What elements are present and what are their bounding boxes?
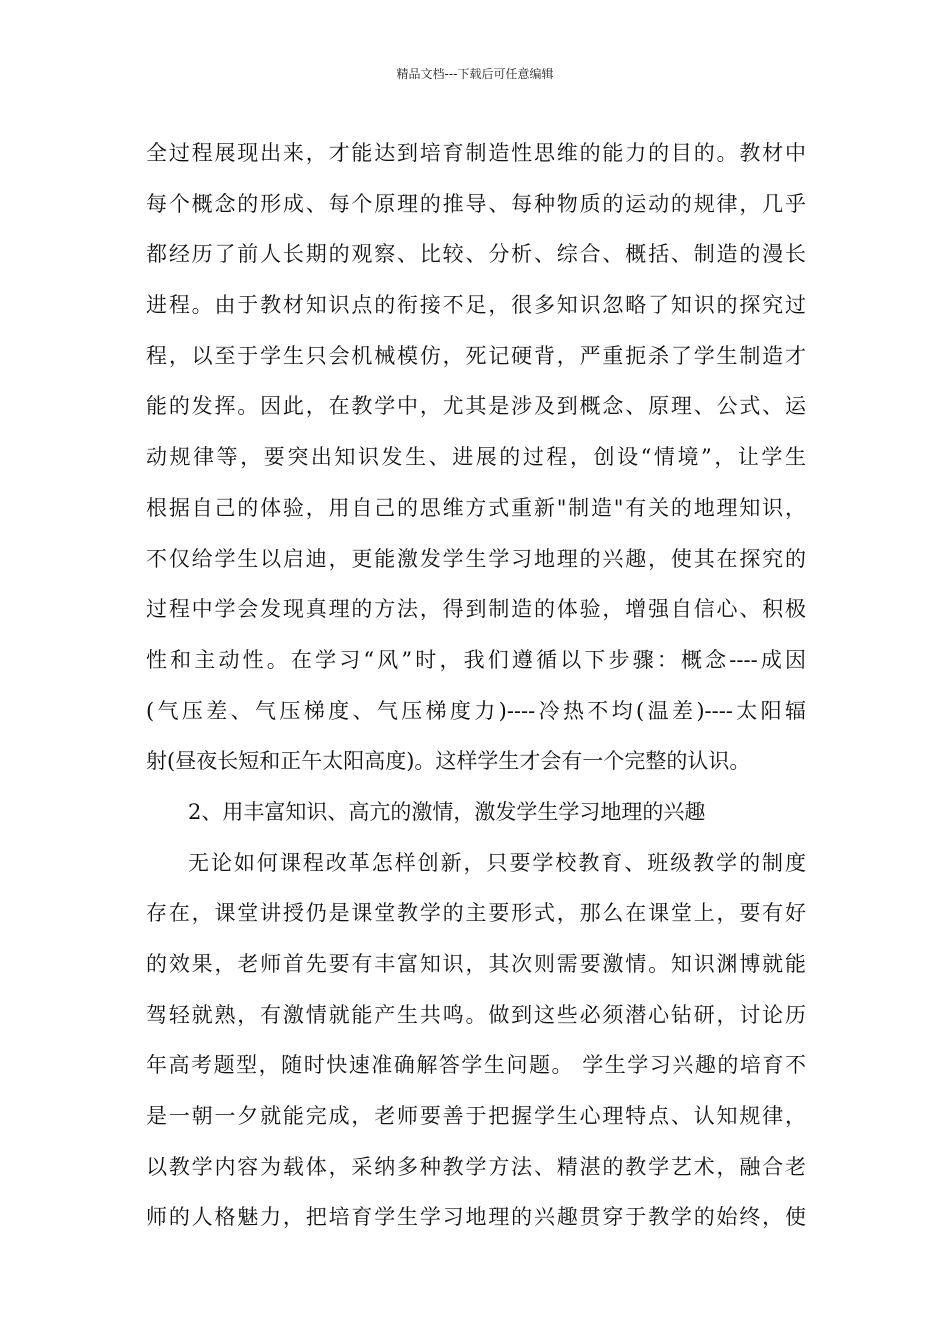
text-line: 每个概念的形成、每个原理的推导、每种物质的运动的规律，几乎 — [146, 191, 806, 216]
text-line: 都经历了前人长期的观察、比较、分析、综合、概括、制造的漫长 — [146, 242, 806, 267]
text-line: 能的发挥。因此，在教学中，尤其是涉及到概念、原理、公式、运 — [146, 394, 806, 419]
text-line: 程，以至于学生只会机械模仿，死记硬背，严重扼杀了学生制造才 — [146, 343, 806, 368]
text-line: 动规律等，要突出知识发生、进展的过程，创设“情境”，让学生 — [146, 445, 806, 470]
text-line: 过程中学会发现真理的方法，得到制造的体验，增强自信心、积极 — [146, 597, 806, 622]
paragraph-start-line: 无论如何课程改革怎样创新，只要学校教育、班级教学的制度 — [188, 850, 806, 875]
text-line: 师的人格魅力，把培育学生学习地理的兴趣贯穿于教学的始终，使 — [146, 1205, 806, 1230]
text-line: 根据自己的体验，用自己的思维方式重新"制造"有关的地理知识， — [146, 495, 806, 520]
text-line: 年高考题型，随时快速准确解答学生问题。 学生学习兴趣的培育不 — [146, 1053, 806, 1078]
text-line: 存在，课堂讲授仍是课堂教学的主要形式，那么在课堂上，要有好 — [146, 901, 806, 926]
text-line: 以教学内容为载体，采纳多种教学方法、精湛的教学艺术，融合老 — [146, 1154, 806, 1179]
text-line: 是一朝一夕就能完成，老师要善于把握学生心理特点、认知规律， — [146, 1104, 806, 1129]
text-line: 进程。由于教材知识点的衔接不足，很多知识忽略了知识的探究过 — [146, 293, 806, 318]
section-heading: 2、用丰富知识、高亢的激情，激发学生学习地理的兴趣 — [188, 799, 706, 824]
paragraph-end-line: 射(昼夜长短和正午太阳高度)。这样学生才会有一个完整的认识。 — [146, 749, 751, 774]
text-line: 不仅给学生以启迪，更能激发学生学习地理的兴趣，使其在探究的 — [146, 546, 806, 571]
page-header: 精品文档---下载后可任意编辑 — [396, 67, 554, 81]
document-body — [146, 128, 806, 1243]
text-line: (气压差、气压梯度、气压梯度力)----冷热不均(温差)----太阳辐 — [146, 698, 806, 723]
text-line: 全过程展现出来，才能达到培育制造性思维的能力的目的。教材中 — [146, 141, 806, 165]
text-line: 的效果，老师首先要有丰富知识，其次则需要激情。知识渊博就能 — [146, 952, 806, 976]
text-line: 驾轻就熟，有激情就能产生共鸣。做到这些必须潜心钻研，讨论历 — [146, 1002, 806, 1027]
text-line: 性和主动性。在学习“风”时，我们遵循以下步骤：概念----成因 — [146, 647, 806, 672]
